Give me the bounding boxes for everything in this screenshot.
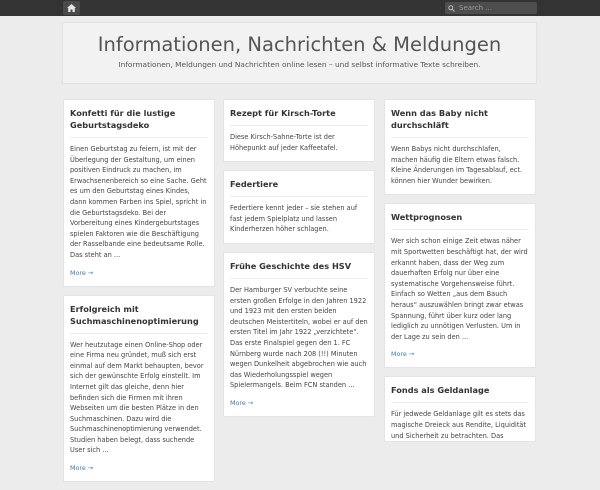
post-excerpt: Wenn Babys nicht durchschlafen, machen häufig die Eltern etwas falsch. Kleine Änderungen im Tagesablauf, ect. können hier Wunder bewirken.	[391, 145, 523, 185]
top-bar	[0, 0, 600, 16]
search-input[interactable]	[459, 3, 529, 13]
post-excerpt: Federtiere kennt jeder – sie stehen auf fast jedem Spielplatz und lassen Kinderherzen höher schlagen.	[230, 204, 358, 234]
post-excerpt: Wer heutzutage einen Online-Shop oder eine Firma neu gründet, muß sich erst einmal auf dem Markt behaupten, bevor sich der gewünschte Erfolg einstellt. Im Internet gilt das gleiche, denn hier befinden sich die Firmen mit ihren Webseiten um die besten Plätze in den Suchmaschinen. Dazu wird die Suchmaschinenoptimierung verwendet. Studien haben belegt, dass suchende User sich ...	[70, 340, 204, 455]
post-card	[384, 376, 536, 442]
post-title-link[interactable]: Wettprognosen	[391, 212, 463, 223]
post-title	[391, 204, 529, 230]
site-title[interactable]: Informationen, Nachrichten & Meldungen	[97, 33, 502, 56]
post-title	[230, 171, 368, 197]
post-card	[63, 295, 215, 483]
more-link[interactable]: More →	[70, 268, 94, 277]
site-header	[62, 22, 537, 84]
post-title	[70, 296, 208, 334]
post-excerpt: Diese Kirsch-Sahne-Torte ist der Höhepunkt auf jeder Kaffeetafel.	[230, 133, 338, 152]
post-title-link[interactable]: Wenn das Baby nicht durchschläft	[391, 108, 488, 130]
post-card	[384, 203, 536, 368]
search-box[interactable]	[445, 2, 537, 14]
post-excerpt: Wer sich schon einige Zeit etwas näher mit Sportwetten beschäftigt hat, der wird erkannt haben, dass der Weg zum dauerhaften Erfolg nur über eine systematische Vorgehensweise führt. Einfach so Wetten „aus dem Bauch heraus“ auszuwählen bringt zwar etwas Spannung, führt über kurz oder lang lediglich zu unnötigen Verlusten. Um in der Lage zu sein den ...	[391, 237, 528, 341]
post-excerpt: Für jedwede Geldanlage gilt es stets das magische Dreieck aus Rendite, Liquidität und Sicherheit zu betrachten. Das	[391, 410, 527, 440]
post-card	[223, 252, 375, 417]
post-title-link[interactable]: Fonds als Geldanlage	[391, 385, 490, 396]
more-link[interactable]: More →	[70, 464, 94, 473]
more-link[interactable]: More →	[230, 398, 254, 407]
post-title-link[interactable]: Frühe Geschichte des HSV	[230, 260, 352, 271]
post-title	[391, 100, 529, 138]
post-title-link[interactable]: Federtiere	[230, 179, 279, 190]
post-column-3	[384, 99, 536, 450]
search-icon	[448, 5, 455, 12]
more-link[interactable]: More →	[391, 350, 415, 359]
home-button[interactable]	[63, 1, 80, 15]
post-excerpt: Der Hamburger SV verbuchte seine ersten großen Erfolge in den Jahren 1922 und 1923 mit den ersten beiden deutschen Meistertiteln, wobei er auf den ersten Titel im Jahr 1922 „verzichtete“. Das erste Finalspiel gegen den 1. FC Nürnberg wurde nach 208 (!!) Minuten wegen Dunkelheit abgebrochen wie auch das Wiederholungsspiel wegen Spielermangels. Beim FCN standen ...	[230, 285, 368, 390]
post-card	[63, 99, 215, 287]
site-description: Informationen, Meldungen und Nachrichten online lesen – und selbst informative Texte schreiben.	[118, 60, 481, 69]
post-card	[223, 170, 375, 244]
post-card	[223, 99, 375, 162]
post-column-1	[63, 99, 215, 490]
post-column-2	[223, 99, 375, 425]
post-title	[391, 377, 529, 403]
post-title-link[interactable]: Erfolgreich mit Suchmaschinenoptimierung	[70, 303, 199, 326]
post-card	[384, 99, 536, 195]
post-title	[230, 253, 368, 279]
post-excerpt: Einen Geburtstag zu feiern, ist mit der Überlegung der Gestaltung, um einen positiven Eindruck zu machen, im Erwachsenenbereich so eine Sache. Geht es um den Geburtstag eines Kindes, dann kommen Farben ins Spiel, spricht in die Geburtstagsdeko. Bei der Vorbereitung eines Kindergeburtstages spielen Faktoren wie die Beschäftigung der Rasselbande eine bedeutsame Rolle. Das steht an ...	[70, 145, 207, 259]
post-title	[70, 100, 208, 138]
post-title-link[interactable]: Konfetti für die lustige Geburtstagsdeko	[70, 108, 176, 130]
post-title	[230, 100, 368, 126]
home-icon	[67, 4, 76, 12]
post-title-link[interactable]: Rezept für Kirsch-Torte	[230, 108, 336, 118]
